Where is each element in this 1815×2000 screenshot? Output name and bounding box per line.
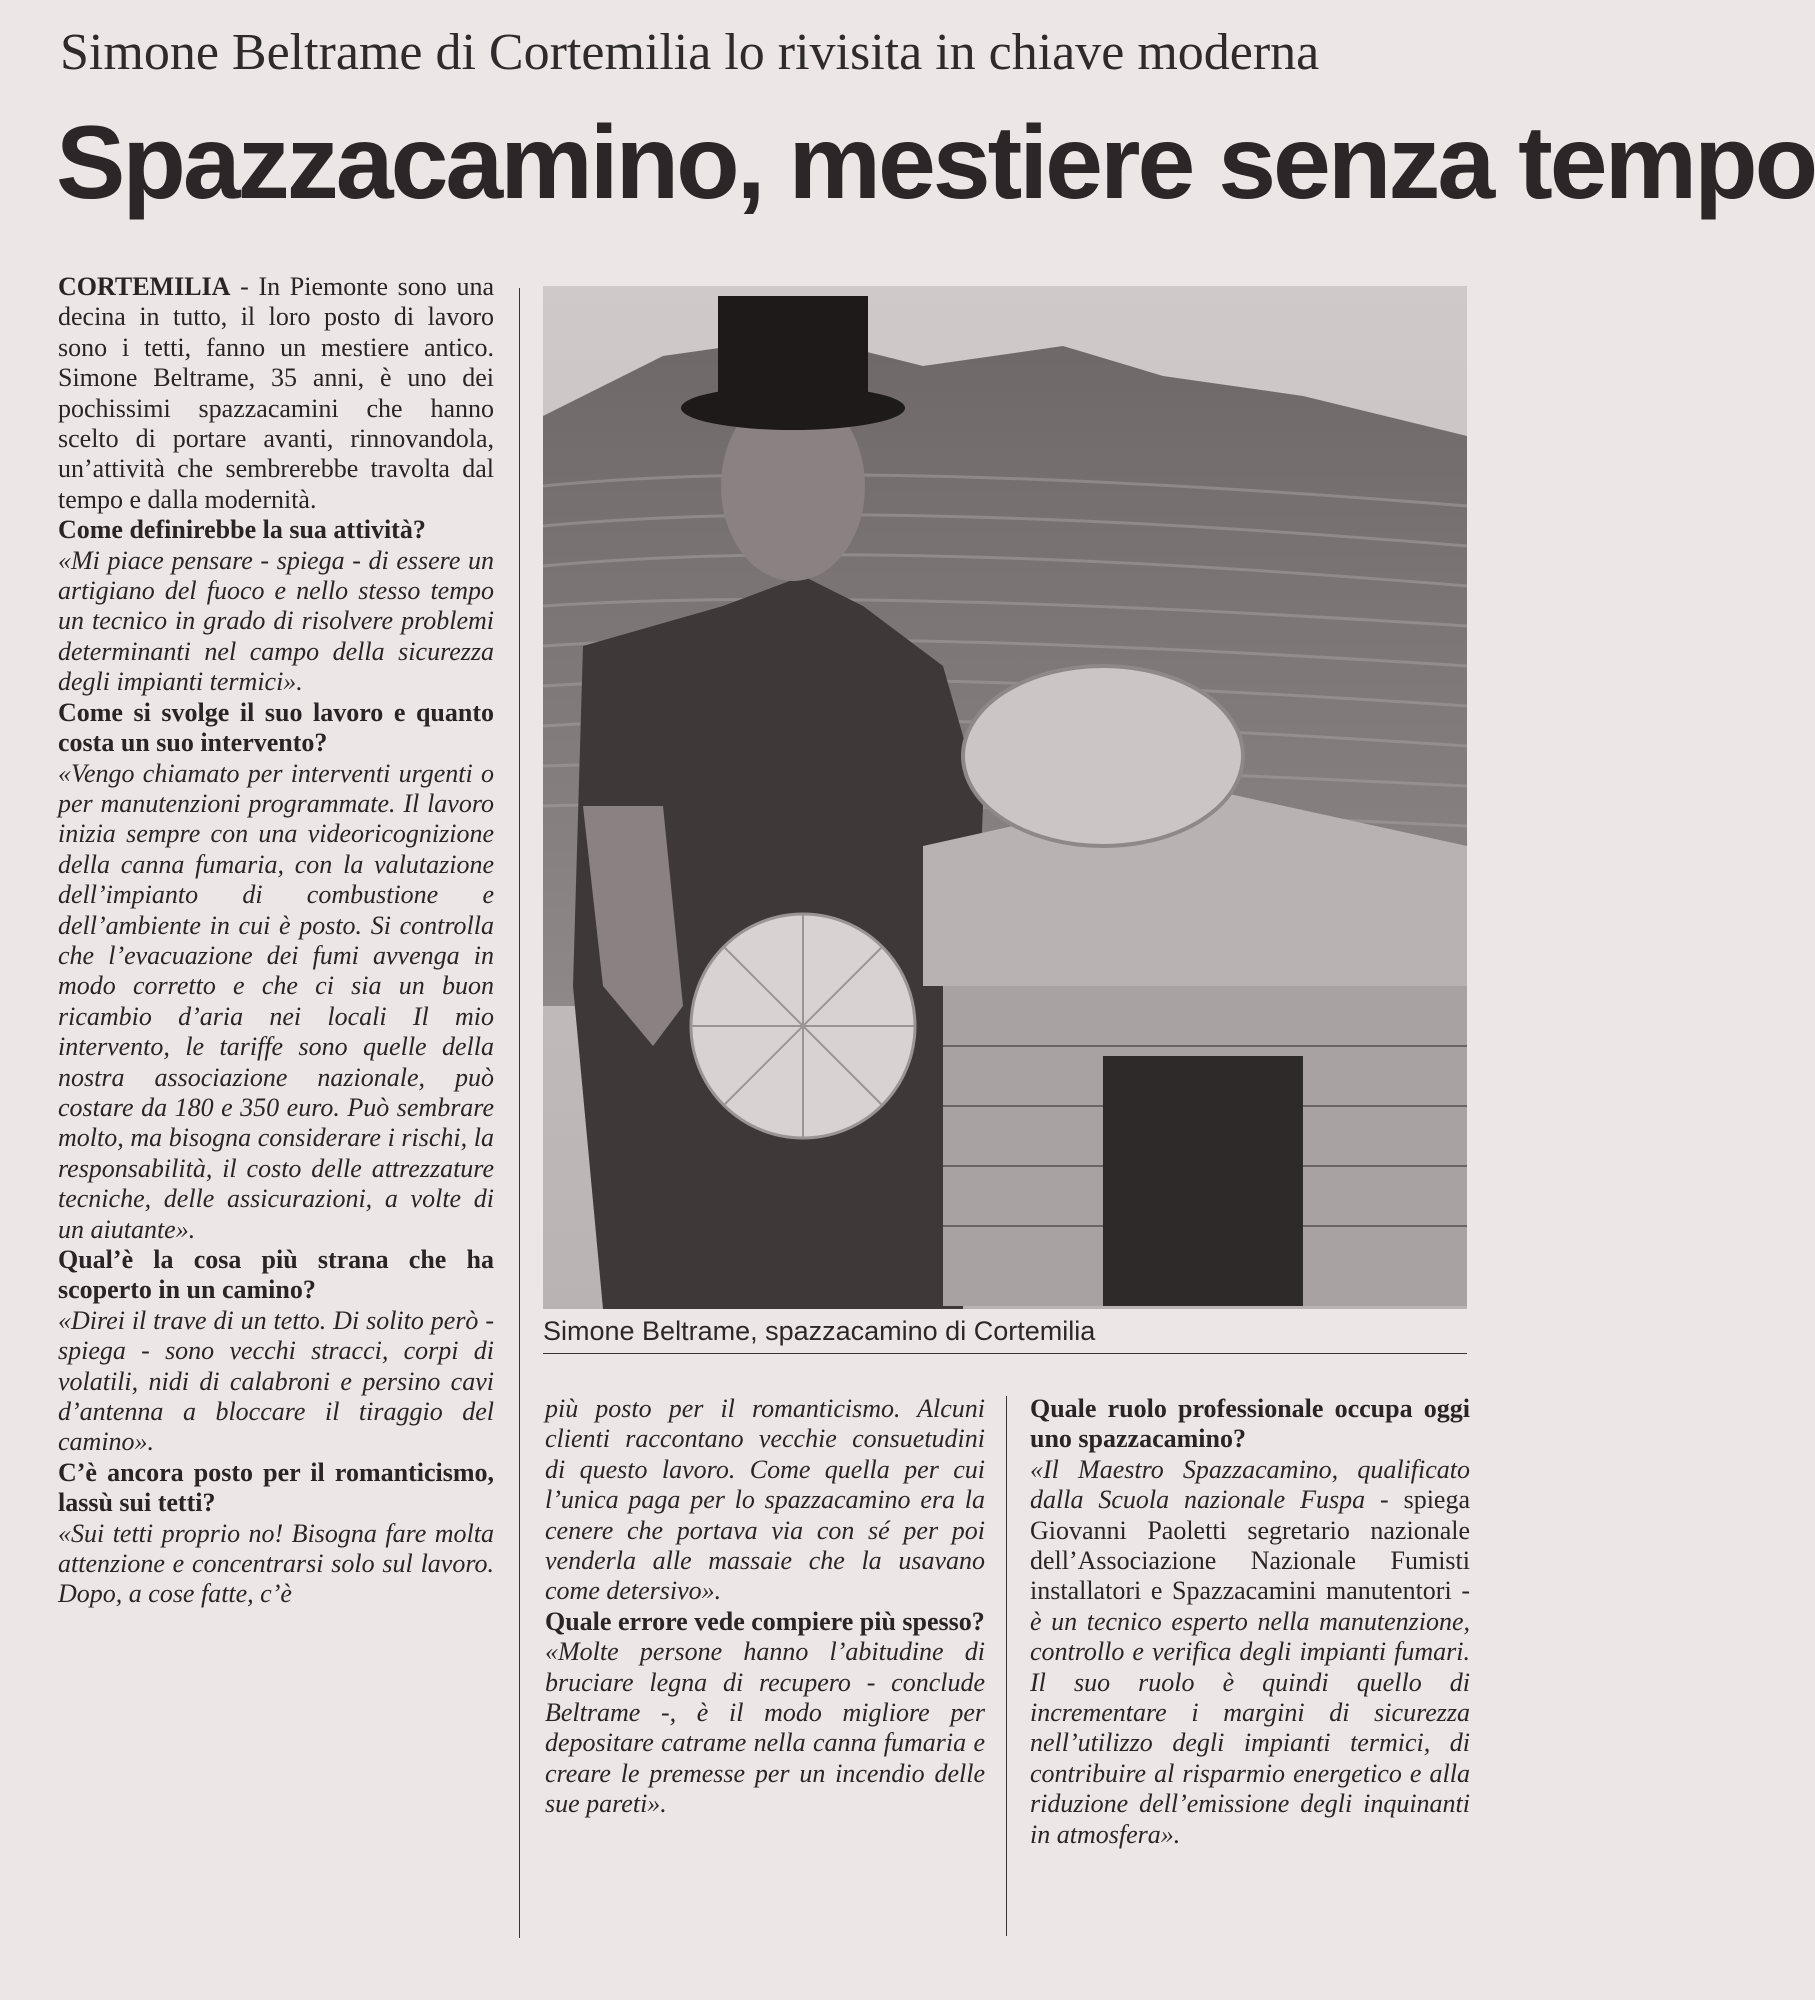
chimney-sweep-photo bbox=[543, 286, 1467, 1309]
answer-4-continued: più posto per il romanticismo. Alcuni clienti raccontano vecchie consuetudini di questo lavoro. Come quella per cui l’unica paga per lo spazzacamino era la cenere che portava via con sé per poi venderla alle massaie che la usavano come detersivo». bbox=[545, 1394, 985, 1606]
question-2: Come si svolge il suo lavoro e quanto costa un suo intervento? bbox=[58, 697, 494, 758]
answer-4-start: «Sui tetti proprio no! Bisogna fare molta attenzione e concentrarsi solo sul lavoro. Dopo, a cose fatte, c’è bbox=[58, 1518, 494, 1609]
photo-caption: Simone Beltrame, spazzacamino di Cortemilia bbox=[543, 1316, 1096, 1346]
column-rule-right bbox=[1006, 1396, 1007, 1936]
answer-6-part-2: - spiega Giovanni Paoletti segretario nazionale dell’Associazione Nazionale Fumisti installatori e Spazzacamini manutentori bbox=[1030, 1485, 1470, 1606]
answer-6-part-3: - è un tecnico esperto nella manutenzione, controllo e verifica degli impianti fumari. Il suo ruolo è quindi quello di incrementare i margini di sicurezza nell’utilizzo degli impianti termici, di contribuire al risparmio energetico e alla riduzione dell’emissione degli inquinanti in atmosfera». bbox=[1030, 1576, 1471, 1849]
question-1: Come definirebbe la sua attività? bbox=[58, 515, 426, 545]
answer-1: «Mi piace pensare - spiega - di essere un artigiano del fuoco e nello stesso tempo un tecnico in grado di risolvere problemi determinanti nel campo della sicurezza degli impianti termici». bbox=[58, 545, 494, 697]
answer-3: «Direi il trave di un tetto. Di solito però - spiega - sono vecchi stracci, corpi di volatili, nidi di calabroni e persino cavi d’antenna a bloccare il tiraggio del camino». bbox=[58, 1305, 494, 1457]
answer-6-part-1: «Il Maestro Spazzacamino, qualificato dalla Scuola nazionale Fuspa bbox=[1030, 1454, 1470, 1515]
answer-5: «Molte persone hanno l’abitudine di bruciare legna di recupero - conclude Beltrame -, è il modo migliore per depositare catrame nella canna fumaria e creare le premesse per un incendio delle sue pareti». bbox=[545, 1637, 985, 1819]
article-headline: Spazzacamino, mestiere senza tempo bbox=[56, 105, 1815, 221]
intro-text: - In Piemonte sono una decina in tutto, il loro posto di lavoro sono i tetti, fanno un mestiere antico. Simone Beltrame, 35 anni, è uno dei pochissimi spazzacamini che hanno scelto di portare avanti, rinnovandola, un’attività che sembrerebbe travolta dal tempo e dalla modernità. bbox=[58, 272, 494, 514]
dateline: CORTEMILIA bbox=[58, 272, 231, 301]
intro-paragraph bbox=[58, 272, 494, 515]
question-6: Quale ruolo professionale occupa oggi uno spazzacamino? bbox=[1030, 1394, 1470, 1454]
column-1 bbox=[58, 272, 494, 1610]
photo-image bbox=[543, 286, 1467, 1309]
article-kicker: Simone Beltrame di Cortemilia lo rivisita in chiave moderna bbox=[60, 24, 1320, 81]
question-4: C’è ancora posto per il romanticismo, lassù sui tetti? bbox=[58, 1457, 494, 1518]
column-3 bbox=[1030, 1394, 1470, 1850]
question-3: Qual’è la cosa più strana che ha scoperto in un camino? bbox=[58, 1245, 494, 1305]
answer-2: «Vengo chiamato per interventi urgenti o per manutenzioni programmate. Il lavoro inizia sempre con una videoricognizione della canna fumaria, con la valutazione dell’impianto di combustione e dell’ambiente in cui è posto. Si controlla che l’evacuazione dei fumi avvenga in modo corretto e che ci sia un buon ricambio d’aria nei locali Il mio intervento, le tariffe sono quelle della nostra associazione nazionale, può costare da 180 e 350 euro. Può sembrare molto, ma bisogna considerare i rischi, la responsabilità, il costo delle attrezzature tecniche, delle assicurazioni, a volte di un aiutante». bbox=[58, 758, 494, 1244]
caption-rule bbox=[543, 1353, 1467, 1354]
column-2 bbox=[545, 1394, 985, 1820]
column-rule-left bbox=[519, 288, 520, 1938]
answer-6 bbox=[1030, 1455, 1470, 1850]
question-5: Quale errore vede compiere più spesso? bbox=[545, 1606, 985, 1636]
